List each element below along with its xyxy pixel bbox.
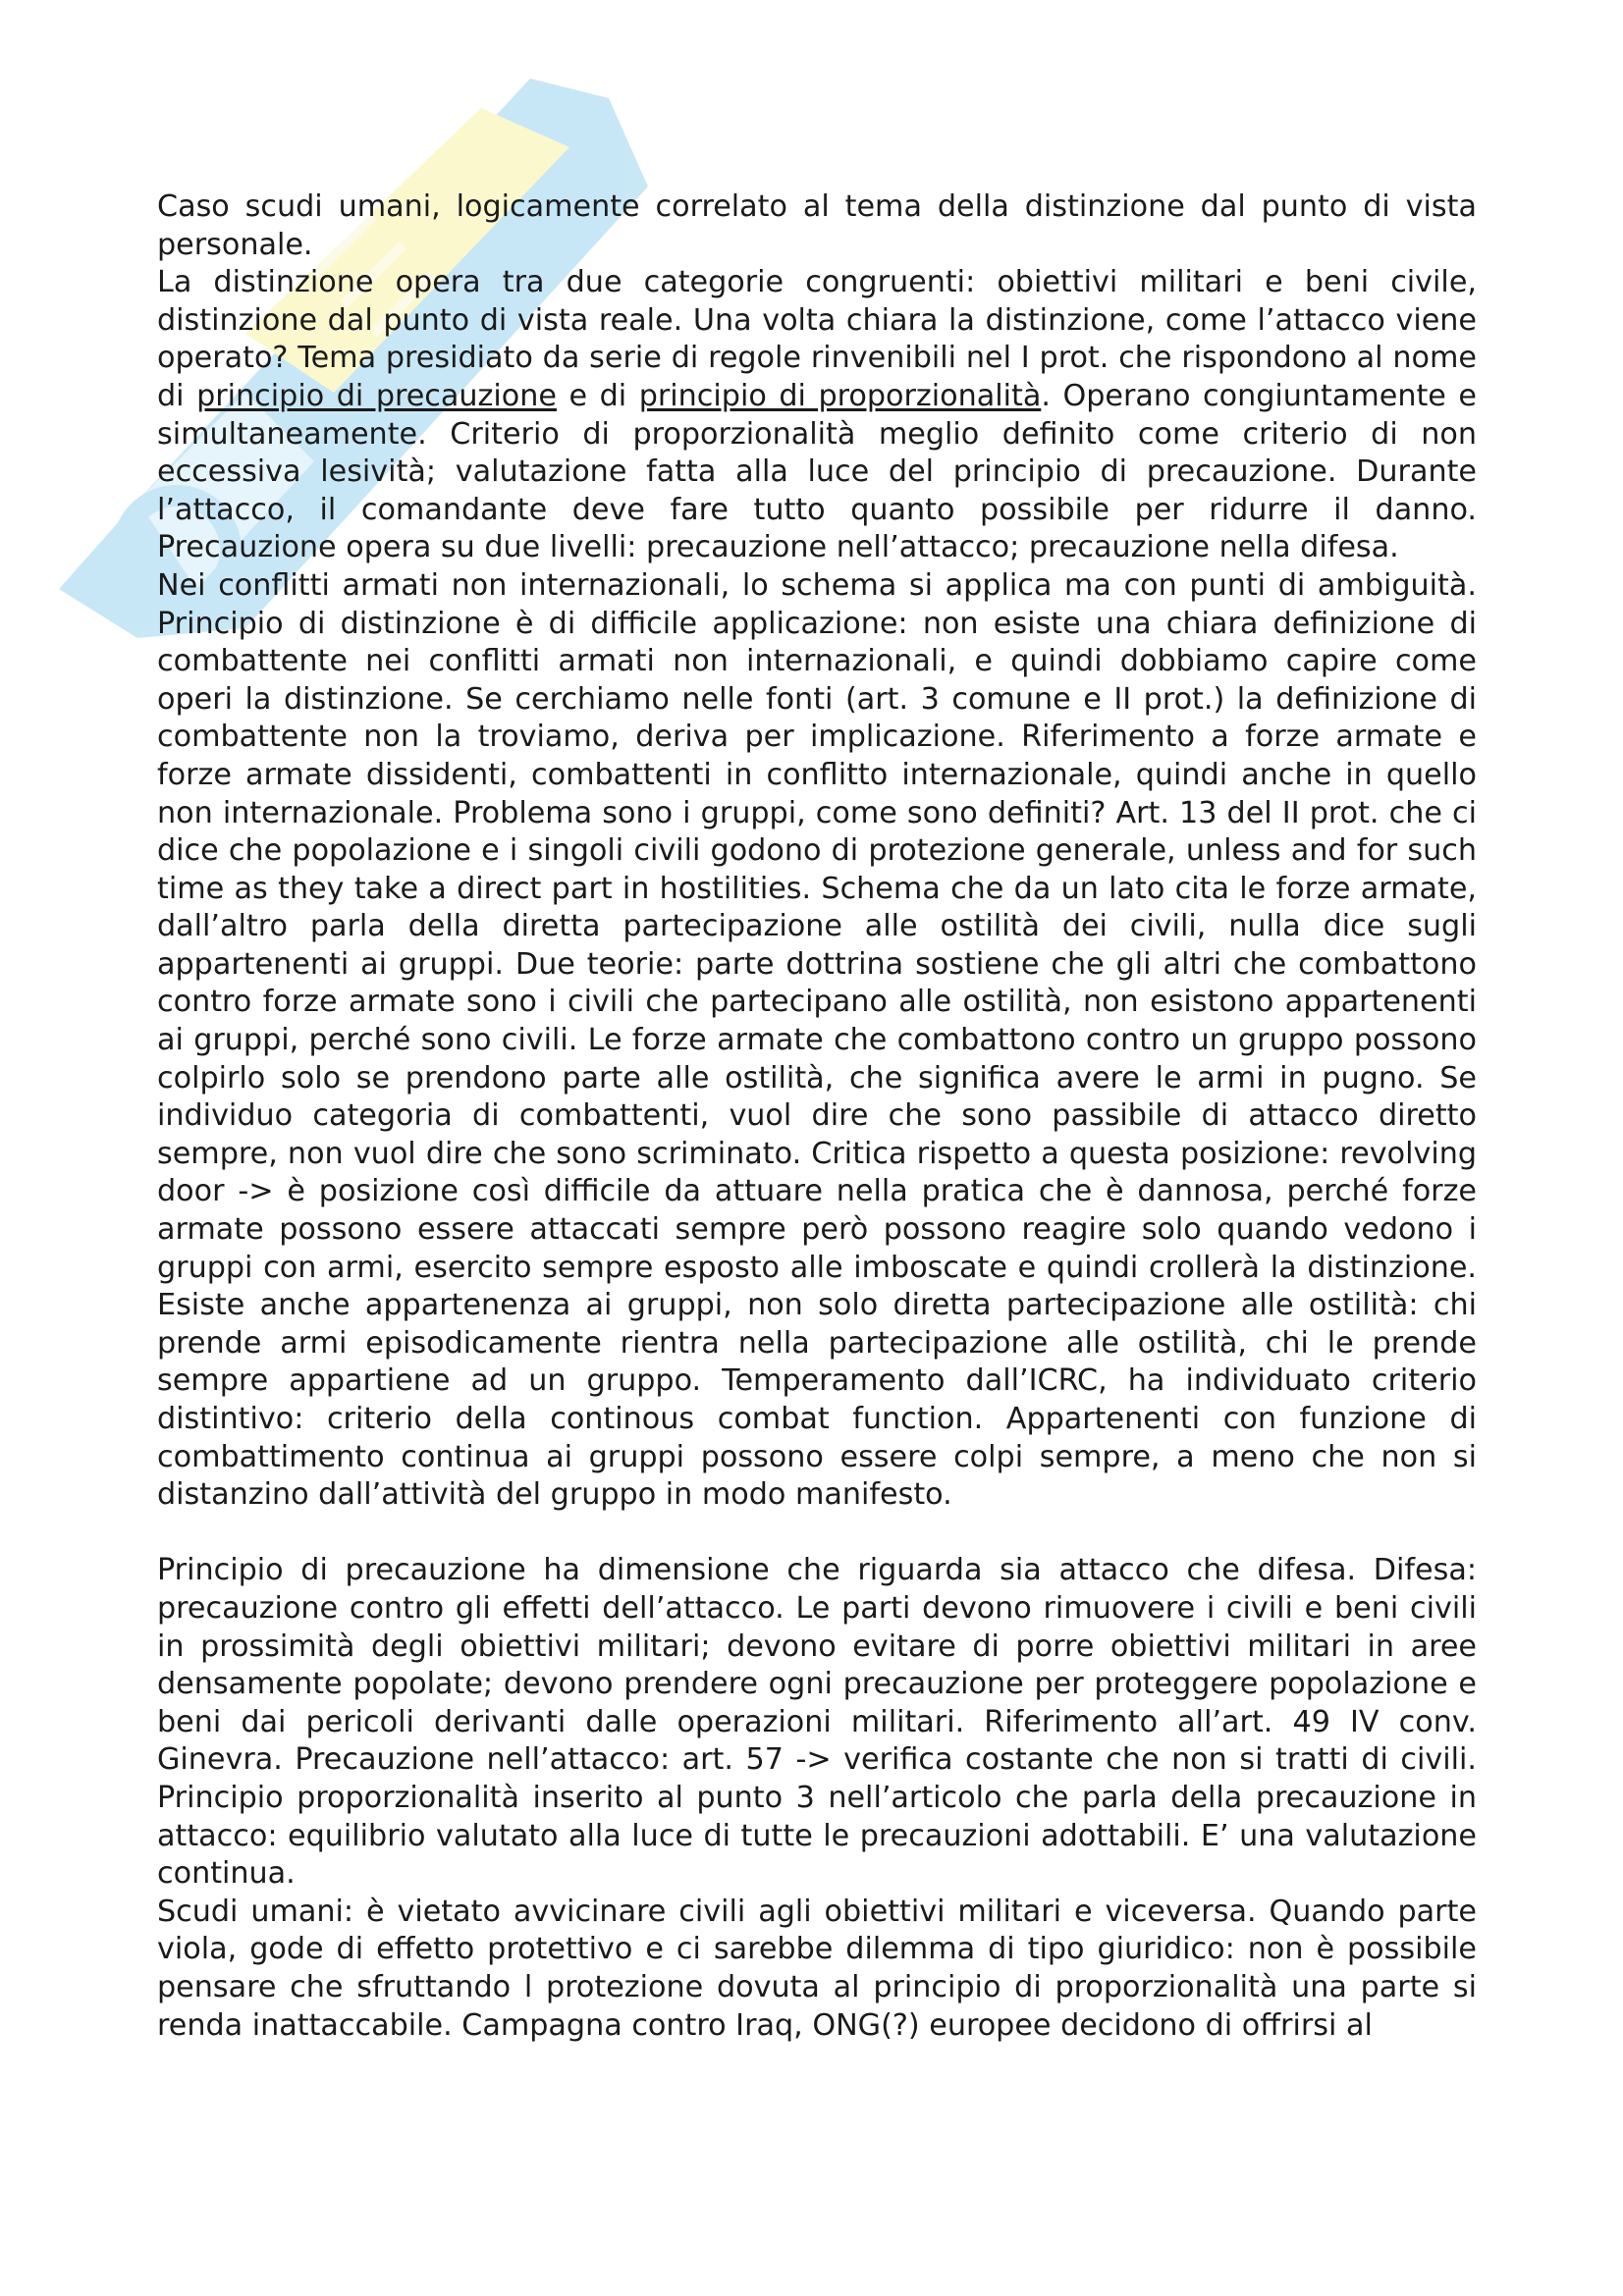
paragraph-distinction: [157, 264, 1477, 567]
underlined-proportionality-term: principio di proporzionalità: [638, 378, 1042, 413]
paragraph-distinction-text-c: . Operano congiuntamente e simultaneamente. Criterio di proporzionalità meglio definito come criterio di non eccessiva lesività; valutazione fatta alla luce del principio di precauzione. Durante l’attacco, il comandante deve fare tutto quanto possibile per ridurre il danno. Precauzione opera su due livelli: precauzione nell’attacco; precauzione nella difesa.: [157, 378, 1477, 565]
paragraph-spacer: [157, 1515, 1477, 1553]
paragraph-intro: Caso scudi umani, logicamente correlato al tema della distinzione dal punto di vista personale.: [157, 189, 1477, 262]
underlined-precaution-term: principio di precauzione: [196, 378, 557, 413]
paragraph-human-shields: Scudi umani: è vietato avvicinare civili agli obiettivi militari e viceversa. Quando parte viola, gode di effetto protettivo e ci sarebbe dilemma di tipo giuridico: non è possibile pensare che sfruttando l protezione dovuta al principio di proporzionalità una parte si renda inattaccabile. Campagna contro Iraq, ONG(?) europee decidono di offrirsi al: [157, 1894, 1477, 2043]
paragraph-distinction-text-a: La distinzione opera tra due categorie congruenti: obiettivi militari e beni civile, distinzione dal punto di vista reale. Una volta chiara la distinzione, come l’attacco viene operato? Tema presidiato da serie di regole rinvenibili nel I prot. che rispondono al nome di: [157, 265, 1477, 413]
document-body: [157, 188, 1477, 2045]
paragraph-distinction-text-b: e di: [556, 378, 639, 413]
paragraph-non-international-conflicts: Nei conflitti armati non internazionali, lo schema si applica ma con punti di ambiguità. Principio di distinzione è di difficile applicazione: non esiste una chiara definizione di combattente nei conflitti armati non internazionali, e quindi dobbiamo capire come operi la distinzione. Se cerchiamo nelle fonti (art. 3 comune e II prot.) la definizione di combattente non la troviamo, deriva per implicazione. Riferimento a forze armate e forze armate dissidenti, combattenti in conflitto internazionale, quindi anche in quello non internazionale. Problema sono i gruppi, come sono definiti? Art. 13 del II prot. che ci dice che popolazione e i singoli civili godono di protezione generale, unless and for such time as they take a direct part in hostilities. Schema che da un lato cita le forze armate, dall’altro parla della diretta partecipazione alle ostilità dei civili, nulla dice sugli appartenenti ai gruppi. Due teorie: parte dottrina sostiene che gli altri che combattono contro forze armate sono i civili che partecipano alle ostilità, non esistono appartenenti ai gruppi, perché sono civili. Le forze armate che combattono contro un gruppo possono colpirlo solo se prendono parte alle ostilità, che significa avere le armi in pugno. Se individuo categoria di combattenti, vuol dire che sono passibile di attacco diretto sempre, non vuol dire che sono scriminato. Critica rispetto a questa posizione: revolving door -> è posizione così difficile da attuare nella pratica che è dannosa, perché forze armate possono essere attaccati sempre però possono reagire solo quando vedono i gruppi con armi, esercito sempre esposto alle imboscate e quindi crollerà la distinzione. Esiste anche appartenenza ai gruppi, non solo diretta partecipazione alle ostilità: chi prende armi episodicamente rientra nella partecipazione alle ostilità, chi le prende sempre appartiene ad un gruppo. Temperamento dall’ICRC, ha individuato criterio distintivo: criterio della continous combat function. Appartenenti con funzione di combattimento continua ai gruppi possono essere colpi sempre, a meno che non si distanzino dall’attività del gruppo in modo manifesto.: [157, 567, 1477, 1513]
paragraph-precaution-principle: Principio di precauzione ha dimensione che riguarda sia attacco che difesa. Difesa: precauzione contro gli effetti dell’attacco. Le parti devono rimuovere i civili e beni civili in prossimità degli obiettivi militari; devono evitare di porre obiettivi militari in aree densamente popolate; devono prendere ogni precauzione per proteggere popolazione e beni dai pericoli derivanti dalle operazioni militari. Riferimento all’art. 49 IV conv. Ginevra. Precauzione nell’attacco: art. 57 -> verifica costante che non si tratti di civili. Principio proporzionalità inserito al punto 3 nell’articolo che parla della precauzione in attacco: equilibrio valutato alla luce di tutte le precauzioni adottabili. E’ una valutazione continua.: [157, 1553, 1477, 1892]
